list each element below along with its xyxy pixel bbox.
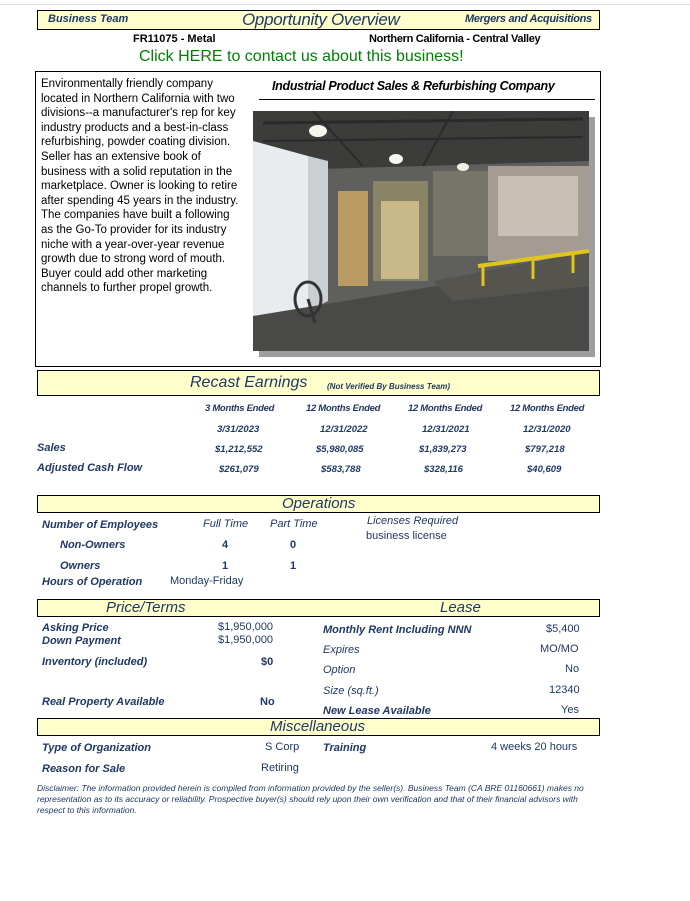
cash-flow-value: $40,609 — [527, 464, 562, 475]
monthly-rent-value: $5,400 — [546, 623, 580, 635]
cash-flow-value: $583,788 — [321, 464, 361, 475]
headline-underline — [259, 99, 595, 100]
cash-flow-value: $328,116 — [424, 464, 463, 475]
warehouse-photo — [253, 111, 589, 351]
down-payment-label: Down Payment — [42, 635, 121, 647]
option-label: Option — [323, 664, 356, 676]
description-text: Environmentally friendly company located in Northern California with two divisions--a manufacturer's rep for key industry products and a best-in-class refurbishing, powder coating division. Seller has an extensive book of business with a solid reputation in the marketplace. Owner is looking to retire after spending 45 years in the industry. The companies have built a following as the Go-To provider for its industry niche with a year-over-year revenue growth due to strong word of mouth. Buyer could add other marketing channels to further propel growth. — [41, 78, 239, 295]
asking-price-label: Asking Price — [42, 622, 109, 634]
licenses-label: Licenses Required — [367, 515, 459, 527]
reason-label: Reason for Sale — [42, 763, 126, 775]
down-payment-value: $1,950,000 — [218, 634, 274, 646]
period-date: 12/31/2022 — [320, 424, 368, 435]
real-property-label: Real Property Available — [42, 696, 165, 708]
page-title: Opportunity Overview — [242, 10, 400, 29]
full-time-header: Full Time — [203, 518, 249, 530]
licenses-value: business license — [366, 530, 447, 542]
contact-link[interactable]: Click HERE to contact us about this business! — [139, 48, 464, 65]
real-property-value: No — [260, 696, 275, 708]
location: Northern California - Central Valley — [369, 33, 541, 45]
brand-label: Business Team — [48, 13, 129, 25]
listing-id: FR11075 - Metal — [133, 33, 216, 45]
period-date: 3/31/2023 — [217, 424, 260, 435]
expires-value: MO/MO — [540, 643, 579, 655]
size-value: 12340 — [549, 684, 580, 696]
sales-label: Sales — [37, 442, 66, 454]
part-time-header: Part Time — [270, 518, 318, 530]
training-label: Training — [323, 742, 367, 754]
sales-value: $1,839,273 — [419, 444, 467, 455]
inventory-value: $0 — [261, 656, 274, 668]
org-type-label: Type of Organization — [42, 742, 151, 754]
asking-price-value: $1,950,000 — [218, 621, 274, 633]
org-type-value: S Corp — [265, 741, 300, 753]
period-label: 12 Months Ended — [408, 403, 483, 414]
monthly-rent-label: Monthly Rent Including NNN — [323, 624, 472, 636]
sales-value: $5,980,085 — [316, 444, 364, 455]
lease-title: Lease — [440, 599, 481, 616]
top-divider — [0, 4, 690, 5]
period-date: 12/31/2020 — [523, 424, 571, 435]
new-lease-label: New Lease Available — [323, 705, 431, 717]
recast-title: Recast Earnings — [190, 374, 308, 391]
sales-value: $1,212,552 — [215, 444, 263, 455]
non-owners-full-time: 4 — [222, 539, 229, 551]
new-lease-value: Yes — [561, 704, 579, 716]
division-label: Mergers and Acquisitions — [465, 13, 592, 25]
option-value: No — [565, 663, 580, 675]
non-owners-part-time: 0 — [290, 539, 297, 551]
expires-label: Expires — [323, 644, 360, 656]
owners-part-time: 1 — [290, 560, 297, 572]
hours-label: Hours of Operation — [42, 576, 143, 588]
operations-title: Operations — [282, 495, 356, 512]
business-headline: Industrial Product Sales & Refurbishing Company — [272, 79, 555, 93]
period-label: 12 Months Ended — [306, 403, 381, 414]
size-label: Size (sq.ft.) — [323, 685, 379, 697]
disclaimer: Disclaimer: The information provided herein is compiled from information provided by the seller(s). Business Team (CA BRE 01160661) makes no representation as to its accuracy or reliability. Prospective buyer(s) should rely upon their own verification and that of their financial advisors with respect to this information. — [37, 783, 584, 815]
training-value: 4 weeks 20 hours — [491, 741, 578, 753]
period-date: 12/31/2021 — [422, 424, 470, 435]
price-terms-title: Price/Terms — [106, 599, 186, 616]
hours-value: Monday-Friday — [170, 575, 244, 587]
cash-flow-value: $261,079 — [219, 464, 259, 475]
misc-title: Miscellaneous — [270, 718, 366, 735]
owners-label: Owners — [60, 560, 101, 572]
inventory-label: Inventory (included) — [42, 656, 148, 668]
owners-full-time: 1 — [222, 560, 229, 572]
period-label: 12 Months Ended — [510, 403, 585, 414]
reason-value: Retiring — [261, 762, 299, 774]
recast-band — [37, 370, 600, 396]
non-owners-label: Non-Owners — [60, 539, 126, 551]
cash-flow-label: Adjusted Cash Flow — [37, 462, 143, 474]
employees-label: Number of Employees — [42, 519, 159, 531]
sales-value: $797,218 — [525, 444, 565, 455]
recast-note: (Not Verified By Business Team) — [327, 382, 450, 391]
period-label: 3 Months Ended — [205, 403, 275, 414]
